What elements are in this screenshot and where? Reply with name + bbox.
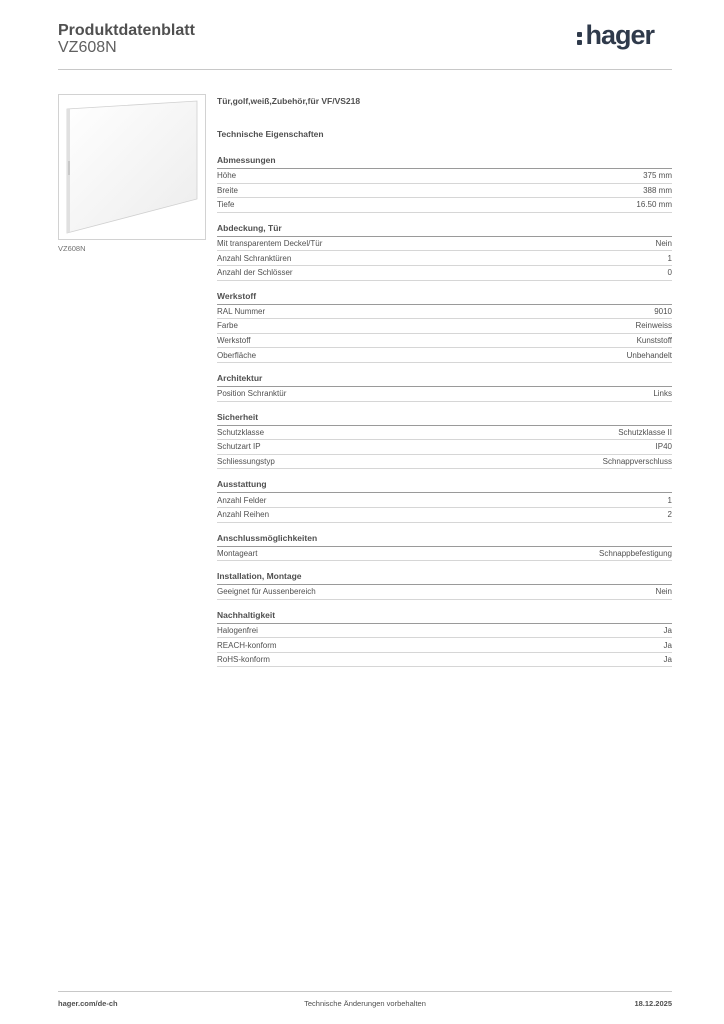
property-value: Ja bbox=[663, 640, 672, 650]
property-value: Schnappbefestigung bbox=[599, 548, 672, 558]
property-row bbox=[217, 237, 672, 252]
property-label: Anzahl der Schlösser bbox=[217, 268, 293, 278]
property-group bbox=[217, 610, 672, 668]
footer-disclaimer: Technische Änderungen vorbehalten bbox=[304, 999, 426, 1008]
page-title: Produktdatenblatt bbox=[58, 22, 195, 39]
property-value: Schutzklasse II bbox=[618, 427, 672, 437]
group-spacer bbox=[217, 523, 672, 533]
property-value: 0 bbox=[667, 268, 672, 278]
group-spacer bbox=[217, 469, 672, 479]
property-row bbox=[217, 653, 672, 668]
property-row bbox=[217, 169, 672, 184]
property-value: Unbehandelt bbox=[626, 350, 672, 360]
property-label: REACH-konform bbox=[217, 640, 277, 650]
property-label: Tiefe bbox=[217, 200, 235, 210]
group-spacer bbox=[217, 561, 672, 571]
hager-logo bbox=[577, 20, 654, 51]
logo-dots-icon bbox=[577, 30, 583, 46]
group-title: Werkstoff bbox=[217, 291, 672, 305]
property-value: 375 mm bbox=[643, 171, 672, 181]
property-label: Anzahl Schranktüren bbox=[217, 253, 292, 263]
property-label: Montageart bbox=[217, 548, 258, 558]
property-row bbox=[217, 305, 672, 320]
property-label: Schliessungstyp bbox=[217, 457, 275, 467]
property-value: 16.50 mm bbox=[636, 200, 672, 210]
property-label: Position Schranktür bbox=[217, 389, 287, 399]
property-row bbox=[217, 251, 672, 266]
property-row bbox=[217, 334, 672, 349]
property-groups bbox=[217, 155, 672, 667]
property-label: Schutzart IP bbox=[217, 442, 261, 452]
property-row bbox=[217, 624, 672, 639]
property-row bbox=[217, 387, 672, 402]
group-title: Architektur bbox=[217, 373, 672, 387]
property-label: Mit transparentem Deckel/Tür bbox=[217, 239, 323, 249]
group-title: Nachhaltigkeit bbox=[217, 610, 672, 624]
property-row bbox=[217, 426, 672, 441]
property-group bbox=[217, 571, 672, 600]
group-title: Abmessungen bbox=[217, 155, 672, 169]
property-row bbox=[217, 638, 672, 653]
section-title: Technische Eigenschaften bbox=[217, 129, 324, 139]
property-group bbox=[217, 373, 672, 402]
property-group bbox=[217, 412, 672, 470]
property-group bbox=[217, 223, 672, 281]
property-label: RoHS-konform bbox=[217, 655, 270, 665]
property-value: 1 bbox=[667, 253, 672, 263]
group-title: Ausstattung bbox=[217, 479, 672, 493]
group-title: Installation, Montage bbox=[217, 571, 672, 585]
property-label: Farbe bbox=[217, 321, 238, 331]
property-value: Reinweiss bbox=[635, 321, 672, 331]
property-label: Höhe bbox=[217, 171, 237, 181]
group-title: Abdeckung, Tür bbox=[217, 223, 672, 237]
property-label: RAL Nummer bbox=[217, 306, 266, 316]
property-row bbox=[217, 508, 672, 523]
group-spacer bbox=[217, 213, 672, 223]
property-group bbox=[217, 479, 672, 522]
property-value: IP40 bbox=[655, 442, 672, 452]
door-panel-icon bbox=[59, 95, 205, 239]
product-image bbox=[58, 94, 206, 240]
group-title: Anschlussmöglichkeiten bbox=[217, 533, 672, 547]
property-value: Schnappverschluss bbox=[602, 457, 672, 467]
property-label: Anzahl Reihen bbox=[217, 510, 270, 520]
property-value: Nein bbox=[655, 587, 672, 597]
property-value: Nein bbox=[655, 239, 672, 249]
property-value: 9010 bbox=[654, 306, 672, 316]
page-footer bbox=[58, 991, 672, 1011]
property-value: Kunststoff bbox=[636, 336, 672, 346]
property-label: Anzahl Felder bbox=[217, 495, 267, 505]
logo-text: hager bbox=[585, 20, 654, 50]
property-label: Werkstoff bbox=[217, 336, 251, 346]
page-header bbox=[58, 22, 672, 70]
property-row bbox=[217, 266, 672, 281]
property-row bbox=[217, 440, 672, 455]
group-spacer bbox=[217, 363, 672, 373]
footer-date: 18.12.2025 bbox=[634, 999, 672, 1008]
image-caption: VZ608N bbox=[58, 244, 86, 253]
property-value: Links bbox=[653, 389, 672, 399]
property-row bbox=[217, 348, 672, 363]
property-group bbox=[217, 291, 672, 363]
product-description: Tür,golf,weiß,Zubehör,für VF/VS218 bbox=[217, 96, 361, 106]
property-value: 1 bbox=[667, 495, 672, 505]
property-row bbox=[217, 319, 672, 334]
property-row bbox=[217, 547, 672, 562]
property-row bbox=[217, 493, 672, 508]
property-row bbox=[217, 585, 672, 600]
property-label: Breite bbox=[217, 185, 238, 195]
property-value: Ja bbox=[663, 625, 672, 635]
property-label: Halogenfrei bbox=[217, 625, 258, 635]
property-value: 388 mm bbox=[643, 185, 672, 195]
product-code: VZ608N bbox=[58, 39, 117, 56]
property-row bbox=[217, 184, 672, 199]
group-title: Sicherheit bbox=[217, 412, 672, 426]
property-row bbox=[217, 198, 672, 213]
property-value: Ja bbox=[663, 655, 672, 665]
property-label: Geeignet für Aussenbereich bbox=[217, 587, 316, 597]
group-spacer bbox=[217, 281, 672, 291]
group-spacer bbox=[217, 600, 672, 610]
property-group bbox=[217, 155, 672, 213]
property-group bbox=[217, 533, 672, 562]
product-properties bbox=[217, 96, 672, 667]
property-label: Schutzklasse bbox=[217, 427, 265, 437]
group-spacer bbox=[217, 402, 672, 412]
property-row bbox=[217, 455, 672, 470]
property-value: 2 bbox=[667, 510, 672, 520]
footer-website: hager.com/de-ch bbox=[58, 999, 118, 1008]
property-label: Oberfläche bbox=[217, 350, 257, 360]
